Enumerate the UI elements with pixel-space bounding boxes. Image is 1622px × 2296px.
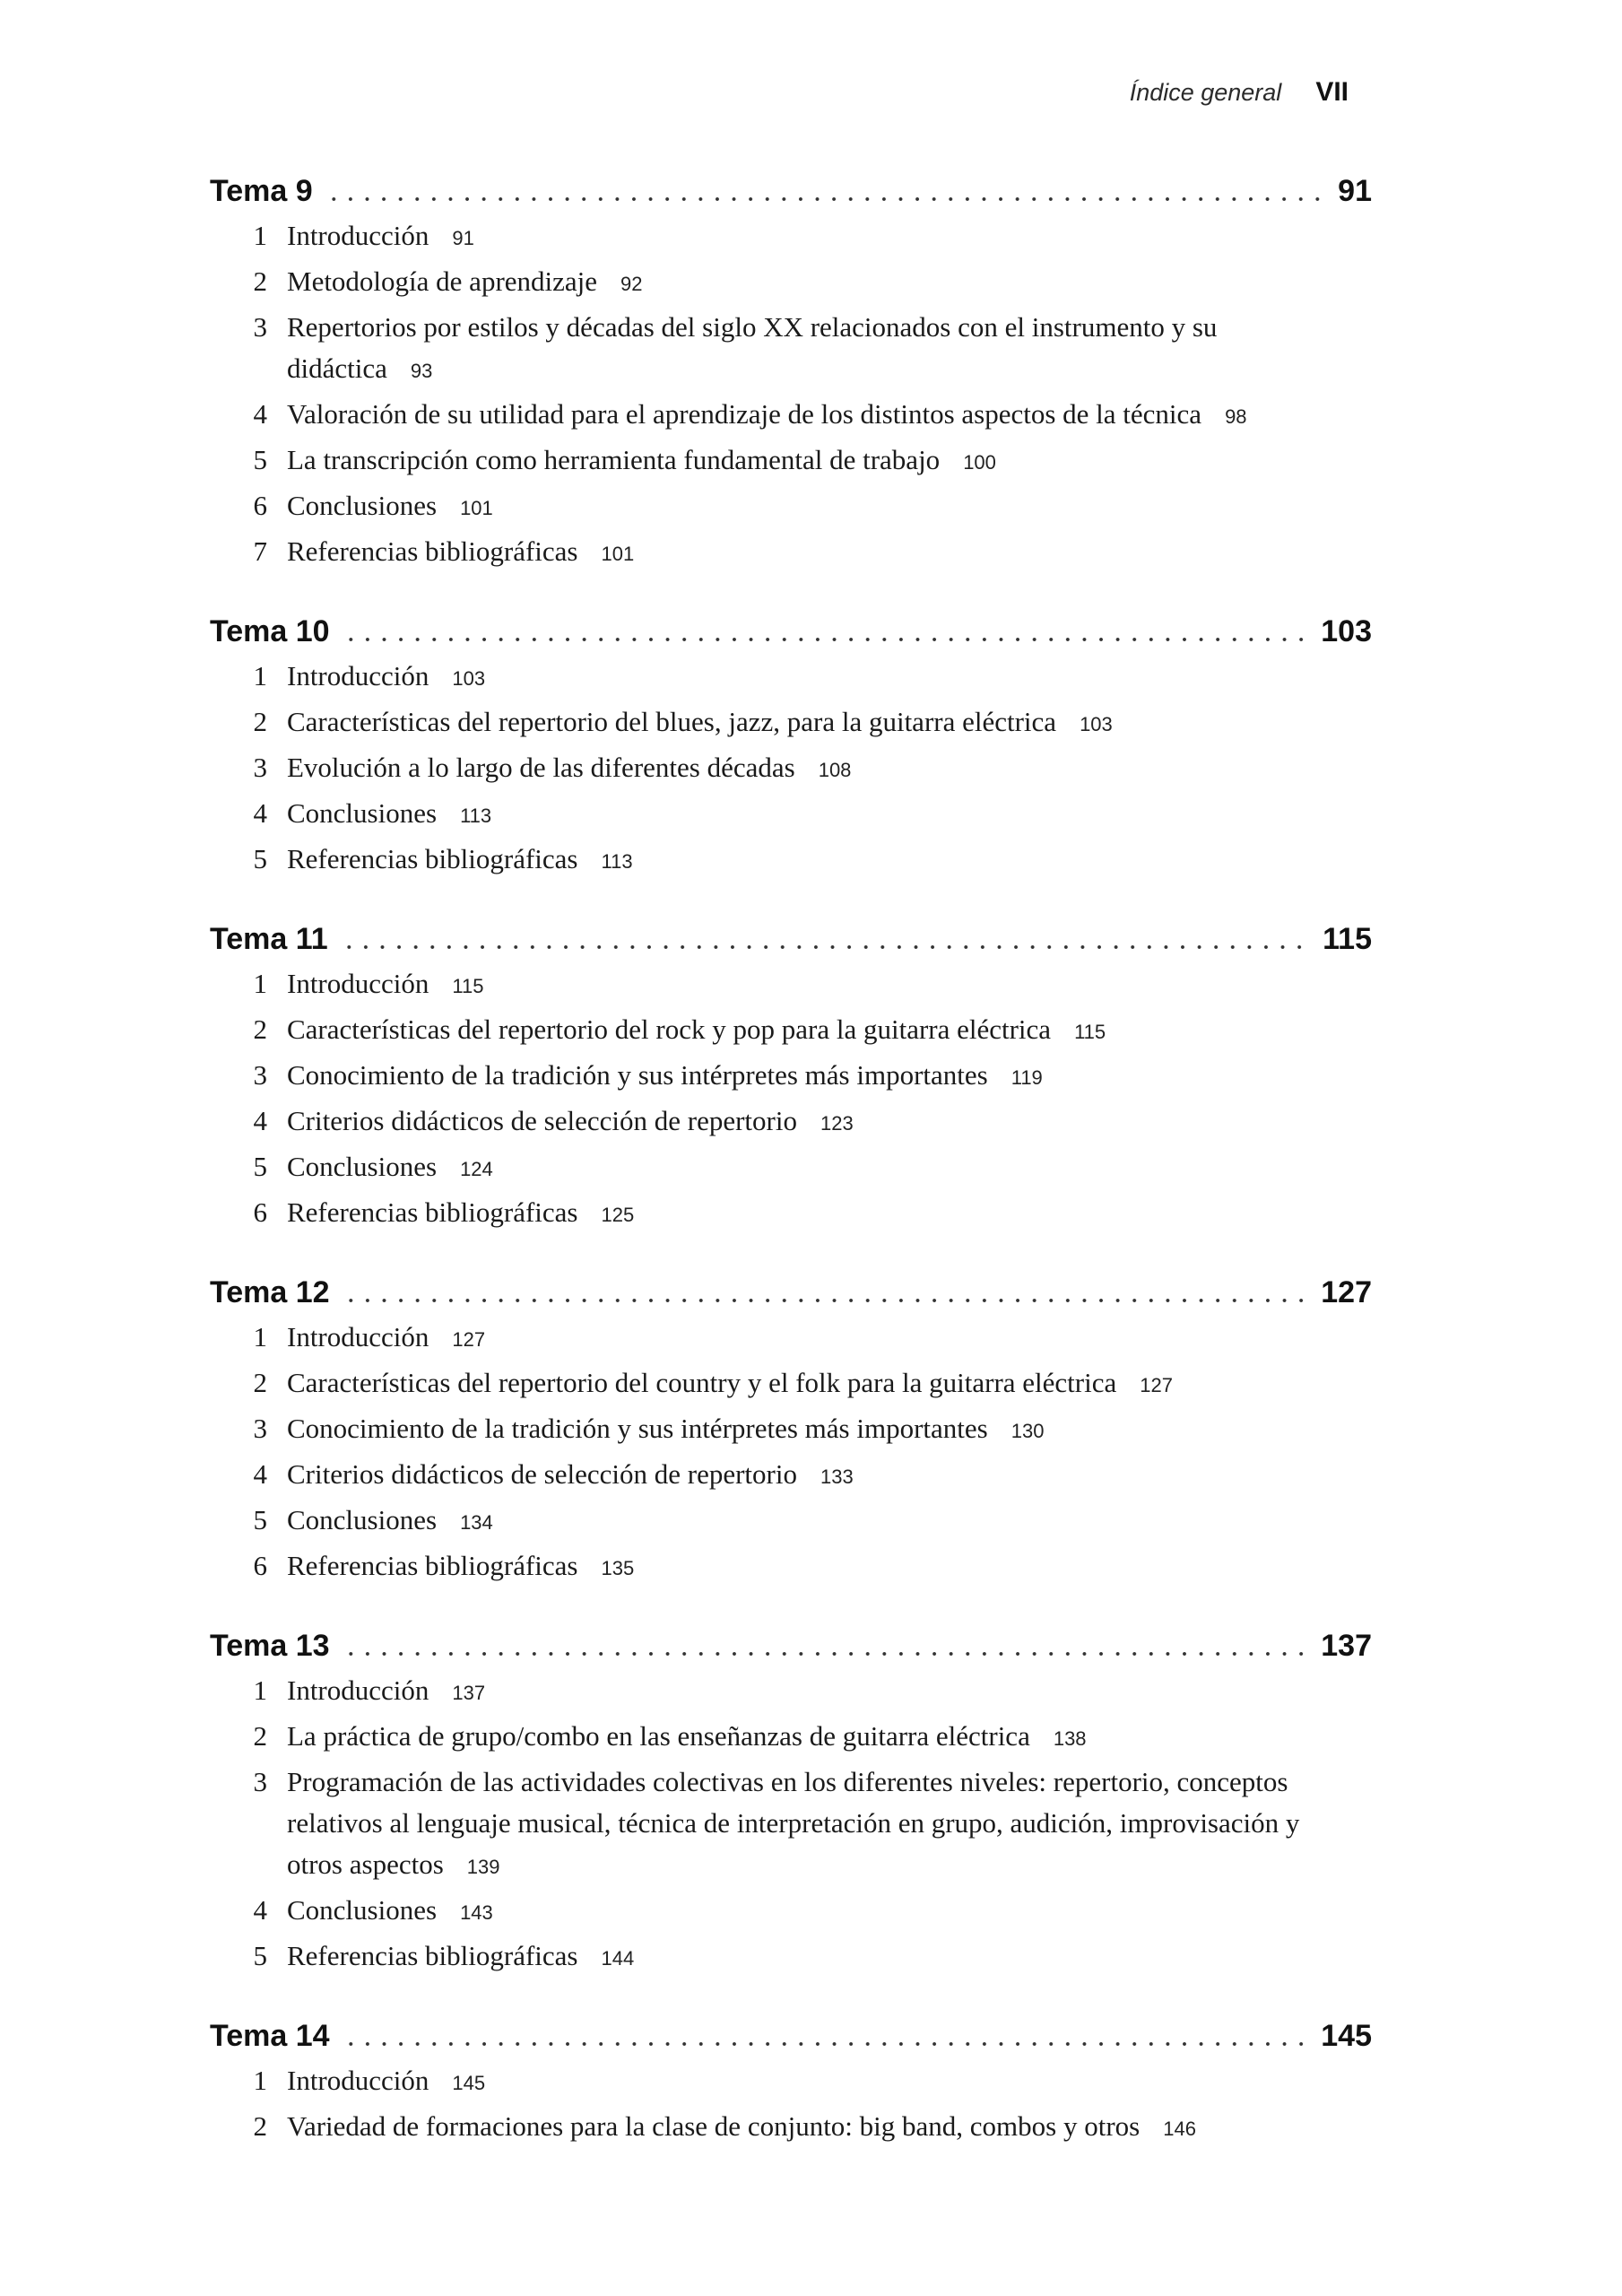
entry-number: 2 [253, 265, 267, 297]
entry-page-number: 123 [820, 1112, 854, 1135]
chapter-page-number: 91 [1338, 174, 1372, 208]
entry-number: 1 [253, 220, 267, 251]
entry-page-number: 134 [460, 1511, 493, 1534]
entry-text-block [287, 394, 1372, 438]
entry-title: Valoración de su utilidad para el aprendizaje de los distintos aspectos de la técnica [287, 398, 1202, 430]
entry-title: Conocimiento de la tradición y sus intérpretes más importantes [287, 1413, 988, 1444]
entry-text-block [287, 1192, 1372, 1236]
entry-page-number: 145 [452, 2072, 486, 2094]
entry-text-block [287, 1317, 1372, 1361]
entry-number: 2 [253, 1720, 267, 1752]
chapter-page-number: 127 [1321, 1275, 1372, 1309]
toc-entry[interactable] [210, 1146, 1372, 1190]
entry-title: Características del repertorio del rock y pop para la guitarra eléctrica [287, 1013, 1052, 1045]
entry-page-number: 92 [620, 273, 643, 295]
toc-entry[interactable] [210, 1100, 1372, 1144]
entry-title: Conclusiones [287, 490, 438, 521]
entry-page-number: 119 [1010, 1066, 1043, 1089]
entry-text-block [287, 839, 1372, 883]
entry-page-number: 143 [460, 1901, 493, 1924]
entry-title: Evolución a lo largo de las diferentes décadas [287, 752, 795, 783]
toc-entry[interactable] [210, 1192, 1372, 1236]
entry-number: 3 [253, 752, 267, 783]
toc-entry[interactable] [210, 2106, 1372, 2150]
entry-list [210, 1317, 1372, 1589]
entry-title: Repertorios por estilos y décadas del siglo XX relacionados con el instrumento y su didáctica [287, 311, 1218, 384]
entry-title: Referencias bibliográficas [287, 1196, 578, 1228]
entry-title: Programación de las actividades colectivas en los diferentes niveles: repertorio, conceptos relativos al lenguaje musical, técnica de interpretación en grupo, audición, improvisación y otros aspectos [287, 1766, 1300, 1880]
chapter-section [210, 1270, 1372, 1589]
running-header-section: Índice general [1129, 79, 1282, 106]
entry-title: Referencias bibliográficas [287, 1940, 578, 1971]
entry-text-block [287, 1454, 1372, 1498]
toc-entry[interactable] [210, 2060, 1372, 2104]
entry-page-number: 133 [820, 1465, 854, 1488]
entry-text-block [287, 485, 1372, 529]
entry-page-number: 130 [1010, 1420, 1045, 1442]
entry-title: Características del repertorio del country y el folk para la guitarra eléctrica [287, 1367, 1117, 1398]
entry-number: 5 [253, 1940, 267, 1971]
chapter-heading[interactable] [210, 1623, 1372, 1668]
entry-number: 5 [253, 444, 267, 475]
entry-page-number: 100 [963, 451, 996, 474]
entry-title: Referencias bibliográficas [287, 1550, 578, 1581]
chapter-page-number: 137 [1321, 1629, 1372, 1663]
entry-title: Conclusiones [287, 797, 438, 829]
entry-page-number: 135 [601, 1557, 635, 1579]
entry-text-block [287, 747, 1372, 791]
chapter-title: Tema 13 [210, 1629, 330, 1663]
toc-entry[interactable] [210, 439, 1372, 483]
toc-entry[interactable] [210, 1670, 1372, 1714]
entry-page-number: 139 [466, 1856, 500, 1878]
entry-number: 5 [253, 843, 267, 874]
toc-entry[interactable] [210, 1761, 1372, 1888]
entry-text-block [287, 963, 1372, 1007]
entry-number: 3 [253, 1059, 267, 1091]
chapter-page-number: 145 [1321, 2019, 1372, 2053]
entry-text-block [287, 531, 1372, 575]
entry-text-block [287, 215, 1372, 259]
entry-title: Conocimiento de la tradición y sus intérpretes más importantes [287, 1059, 988, 1091]
entry-text-block [287, 1500, 1372, 1544]
entry-text-block [287, 1009, 1372, 1053]
entry-number: 4 [253, 1458, 267, 1490]
entry-title: Conclusiones [287, 1504, 438, 1535]
entry-page-number: 113 [601, 850, 633, 873]
entry-list [210, 215, 1372, 575]
chapter-heading[interactable] [210, 609, 1372, 654]
entry-number: 6 [253, 490, 267, 521]
entry-title: La transcripción como herramienta fundamental de trabajo [287, 444, 941, 475]
entry-title: Referencias bibliográficas [287, 843, 578, 874]
toc-entry[interactable] [210, 1362, 1372, 1406]
chapter-page-number: 103 [1321, 614, 1372, 648]
entry-text-block [287, 1670, 1372, 1714]
entry-title: Introducción [287, 660, 429, 691]
entry-title: Conclusiones [287, 1894, 438, 1926]
entry-title: Metodología de aprendizaje [287, 265, 598, 297]
entry-number: 7 [253, 535, 267, 567]
toc-entry[interactable] [210, 1055, 1372, 1099]
toc-entry[interactable] [210, 261, 1372, 305]
entry-number: 1 [253, 660, 267, 691]
entry-number: 4 [253, 398, 267, 430]
entry-page-number: 125 [601, 1204, 635, 1226]
toc-entry[interactable] [210, 531, 1372, 575]
entry-text-block [287, 1362, 1372, 1406]
entry-title: La práctica de grupo/combo en las enseñanzas de guitarra eléctrica [287, 1720, 1030, 1752]
entry-page-number: 93 [410, 360, 433, 382]
chapter-heading[interactable] [210, 917, 1372, 961]
entry-page-number: 127 [1140, 1374, 1173, 1396]
entry-number: 5 [253, 1151, 267, 1182]
entry-number: 2 [253, 1013, 267, 1045]
entry-text-block [287, 1545, 1372, 1589]
chapter-heading[interactable] [210, 1270, 1372, 1315]
entry-page-number: 103 [1080, 713, 1113, 735]
entry-page-number: 124 [460, 1158, 493, 1180]
toc-entry[interactable] [210, 1317, 1372, 1361]
toc-entry[interactable] [210, 307, 1372, 392]
entry-number: 1 [253, 1674, 267, 1706]
dot-leader [343, 1296, 1309, 1305]
entry-page-number: 144 [601, 1947, 635, 1970]
table-of-contents [210, 169, 1372, 2184]
toc-entry[interactable] [210, 485, 1372, 529]
toc-entry[interactable] [210, 963, 1372, 1007]
entry-page-number: 146 [1163, 2118, 1196, 2140]
entry-text-block [287, 1935, 1372, 1979]
entry-list [210, 2060, 1372, 2150]
toc-entry[interactable] [210, 1935, 1372, 1979]
entry-number: 2 [253, 2110, 267, 2142]
toc-entry[interactable] [210, 1408, 1372, 1452]
entry-page-number: 137 [452, 1682, 486, 1704]
entry-number: 4 [253, 1894, 267, 1926]
entry-text-block [287, 1716, 1372, 1760]
entry-text-block [287, 1055, 1372, 1099]
entry-number: 6 [253, 1550, 267, 1581]
toc-entry[interactable] [210, 394, 1372, 438]
toc-entry[interactable] [210, 1545, 1372, 1589]
chapter-title: Tema 9 [210, 174, 313, 208]
entry-text-block [287, 1761, 1372, 1888]
entry-number: 1 [253, 2065, 267, 2096]
entry-title: Introducción [287, 2065, 429, 2096]
entry-text-block [287, 261, 1372, 305]
chapter-section [210, 609, 1372, 883]
chapter-title: Tema 12 [210, 1275, 330, 1309]
chapter-section [210, 917, 1372, 1236]
entry-page-number: 101 [460, 497, 493, 519]
entry-page-number: 108 [818, 759, 852, 781]
toc-entry[interactable] [210, 1890, 1372, 1934]
toc-entry[interactable] [210, 1454, 1372, 1498]
entry-text-block [287, 2060, 1372, 2104]
toc-entry[interactable] [210, 1500, 1372, 1544]
toc-entry[interactable] [210, 215, 1372, 259]
entry-number: 3 [253, 1413, 267, 1444]
toc-entry[interactable] [210, 747, 1372, 791]
entry-number: 1 [253, 968, 267, 999]
dot-leader [343, 1649, 1309, 1658]
chapter-section [210, 169, 1372, 575]
entry-text-block [287, 656, 1372, 700]
entry-list [210, 1670, 1372, 1979]
entry-title: Introducción [287, 220, 429, 251]
chapter-title: Tema 14 [210, 2019, 330, 2053]
toc-entry[interactable] [210, 793, 1372, 837]
toc-entry[interactable] [210, 839, 1372, 883]
entry-page-number: 91 [452, 227, 474, 249]
dot-leader [341, 943, 1310, 952]
chapter-heading[interactable] [210, 169, 1372, 213]
entry-title: Variedad de formaciones para la clase de conjunto: big band, combos y otros [287, 2110, 1141, 2142]
entry-title: Conclusiones [287, 1151, 438, 1182]
entry-list [210, 656, 1372, 883]
dot-leader [343, 2039, 1309, 2048]
entry-text-block [287, 1146, 1372, 1190]
entry-title: Criterios didácticos de selección de repertorio [287, 1458, 797, 1490]
running-header [1130, 77, 1349, 108]
entry-number: 6 [253, 1196, 267, 1228]
chapter-title: Tema 11 [210, 922, 328, 956]
entry-number: 4 [253, 1105, 267, 1136]
entry-text-block [287, 1408, 1372, 1452]
entry-list [210, 963, 1372, 1236]
entry-number: 5 [253, 1504, 267, 1535]
entry-page-number: 127 [452, 1328, 486, 1351]
entry-page-number: 115 [1074, 1021, 1106, 1043]
entry-title: Introducción [287, 968, 429, 999]
dot-leader [325, 195, 1326, 204]
entry-page-number: 115 [452, 975, 484, 997]
entry-text-block [287, 307, 1372, 392]
entry-title: Introducción [287, 1321, 429, 1352]
entry-number: 2 [253, 1367, 267, 1398]
toc-entry[interactable] [210, 701, 1372, 745]
toc-entry[interactable] [210, 1009, 1372, 1053]
entry-text-block [287, 1100, 1372, 1144]
entry-number: 3 [253, 311, 267, 343]
chapter-title: Tema 10 [210, 614, 330, 648]
chapter-page-number: 115 [1323, 922, 1372, 956]
entry-text-block [287, 793, 1372, 837]
toc-entry[interactable] [210, 1716, 1372, 1760]
entry-page-number: 101 [601, 543, 635, 565]
entry-number: 4 [253, 797, 267, 829]
page-number: VII [1315, 77, 1349, 107]
entry-text-block [287, 1890, 1372, 1934]
entry-title: Criterios didácticos de selección de repertorio [287, 1105, 797, 1136]
toc-entry[interactable] [210, 656, 1372, 700]
entry-text-block [287, 439, 1372, 483]
entry-text-block [287, 701, 1372, 745]
entry-page-number: 113 [460, 804, 492, 827]
chapter-section [210, 1623, 1372, 1979]
entry-page-number: 138 [1053, 1727, 1087, 1750]
entry-title: Referencias bibliográficas [287, 535, 578, 567]
entry-number: 3 [253, 1766, 267, 1797]
chapter-heading[interactable] [210, 2013, 1372, 2058]
entry-text-block [287, 2106, 1372, 2150]
entry-number: 1 [253, 1321, 267, 1352]
chapter-section [210, 2013, 1372, 2150]
dot-leader [343, 635, 1309, 644]
entry-number: 2 [253, 706, 267, 737]
entry-title: Características del repertorio del blues, jazz, para la guitarra eléctrica [287, 706, 1057, 737]
entry-page-number: 103 [452, 667, 486, 690]
entry-page-number: 98 [1225, 405, 1247, 428]
entry-title: Introducción [287, 1674, 429, 1706]
